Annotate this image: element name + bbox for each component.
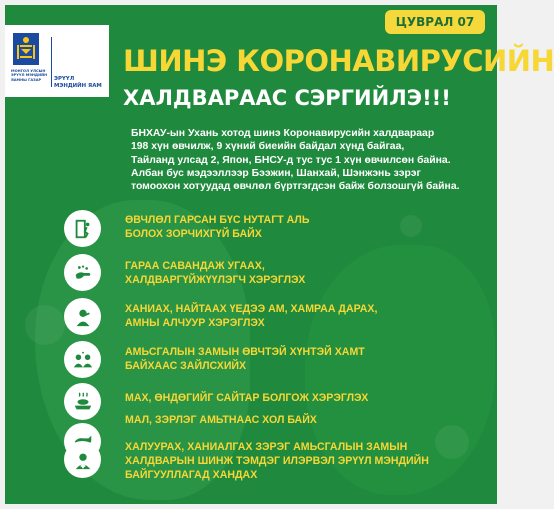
- ministry-logo: [5, 25, 109, 97]
- item-line: БАЙХААС ЗАЙЛСХИЙХ: [125, 360, 247, 372]
- logo-right-text: ЭРҮҮЛ МЭНДИЙН ЯАМ: [54, 76, 102, 89]
- cooked-meat-icon: [64, 383, 101, 420]
- item-line: МАЛ, ЗЭРЛЭГ АМЬТНААС ХОЛ БАЙХ: [125, 414, 317, 426]
- intro-line: Албан бус мэдээллээр Бээжин, Шанхай, Шэнжэнь зэрэг: [131, 167, 421, 179]
- list-item: [125, 440, 485, 482]
- doctor-icon: [64, 441, 101, 478]
- intro-line: 198 хүн өвчилж, 9 хүний биеийн байдал хүнд байгаа,: [131, 141, 405, 153]
- soyombo-emblem-icon: [13, 33, 39, 65]
- item-line: АМНЫ АЛЧУУР ХЭРЭГЛЭХ: [125, 317, 265, 329]
- item-line: ХАЛДВАРГҮЙЖҮҮЛЭГЧ ХЭРЭГЛЭХ: [125, 274, 306, 286]
- list-item: [125, 259, 485, 287]
- series-tag: ЦУВРАЛ 07: [385, 10, 485, 34]
- list-item: [125, 213, 485, 241]
- item-line: ХАНИАХ, НАЙТААХ ҮЕДЭЭ АМ, ХАМРАА ДАРАХ,: [125, 303, 378, 315]
- intro-line: БНХАУ-ын Ухань хотод шинэ Коронавирусийн халдвараар: [131, 128, 435, 139]
- logo-divider: [51, 37, 52, 87]
- list-item: [125, 413, 485, 427]
- item-line: БОЛОХ ЗОРЧИХГҮЙ БАЙХ: [125, 228, 262, 240]
- list-item: [125, 391, 485, 405]
- logo-left-text: МОНГОЛ УЛСЫН ЭРҮҮЛ МЭНДИЙН ЯАМНЫ ГАЗАР: [11, 69, 48, 82]
- item-line: ХАЛДВАРЫН ШИНЖ ТЭМДЭГ ИЛЭРВЭЛ ЭРҮҮЛ МЭНДИЙН: [125, 455, 429, 467]
- hand-wash-icon: [64, 254, 101, 291]
- title-line-2: ХАЛДВАРААС СЭРГИЙЛЭ!!!: [123, 86, 451, 110]
- item-line: БАЙГУУЛЛАГАД ХАНДАХ: [125, 469, 258, 481]
- item-line: ГАРАА САВАНДАЖ УГААХ,: [125, 260, 265, 272]
- item-line: ӨВЧЛӨЛ ГАРСАН БҮС НУТАГТ АЛЬ: [125, 214, 310, 226]
- virus-decoration: [25, 305, 65, 345]
- list-item: [125, 345, 485, 373]
- cough-cover-icon: [64, 298, 101, 335]
- intro-paragraph: [131, 127, 491, 193]
- intro-line: томоохон хотуудад өвчлөл бүртгэгдсэн байж болзошгүй байна.: [131, 181, 460, 193]
- door-exit-icon: [64, 210, 101, 247]
- intro-line: Тайланд улсад 2, Япон, БНСУ-д тус тус 1 хүн өвчилсөн байна.: [131, 154, 451, 166]
- list-item: [125, 302, 485, 330]
- item-line: АМЬСГАЛЫН ЗАМЫН ӨВЧТЭЙ ХҮНТЭЙ ХАМТ: [125, 346, 365, 358]
- title-line-1: ШИНЭ КОРОНАВИРУСИЙН: [123, 44, 554, 78]
- item-line: ХАЛУУРАХ, ХАНИАЛГАХ ЗЭРЭГ АМЬСГАЛЫН ЗАМЫН: [125, 441, 408, 453]
- poster: [5, 5, 554, 504]
- item-line: МАХ, ӨНДӨГИЙГ САЙТАР БОЛГОЖ ХЭРЭГЛЭХ: [125, 392, 369, 404]
- sick-person-icon: [64, 341, 101, 378]
